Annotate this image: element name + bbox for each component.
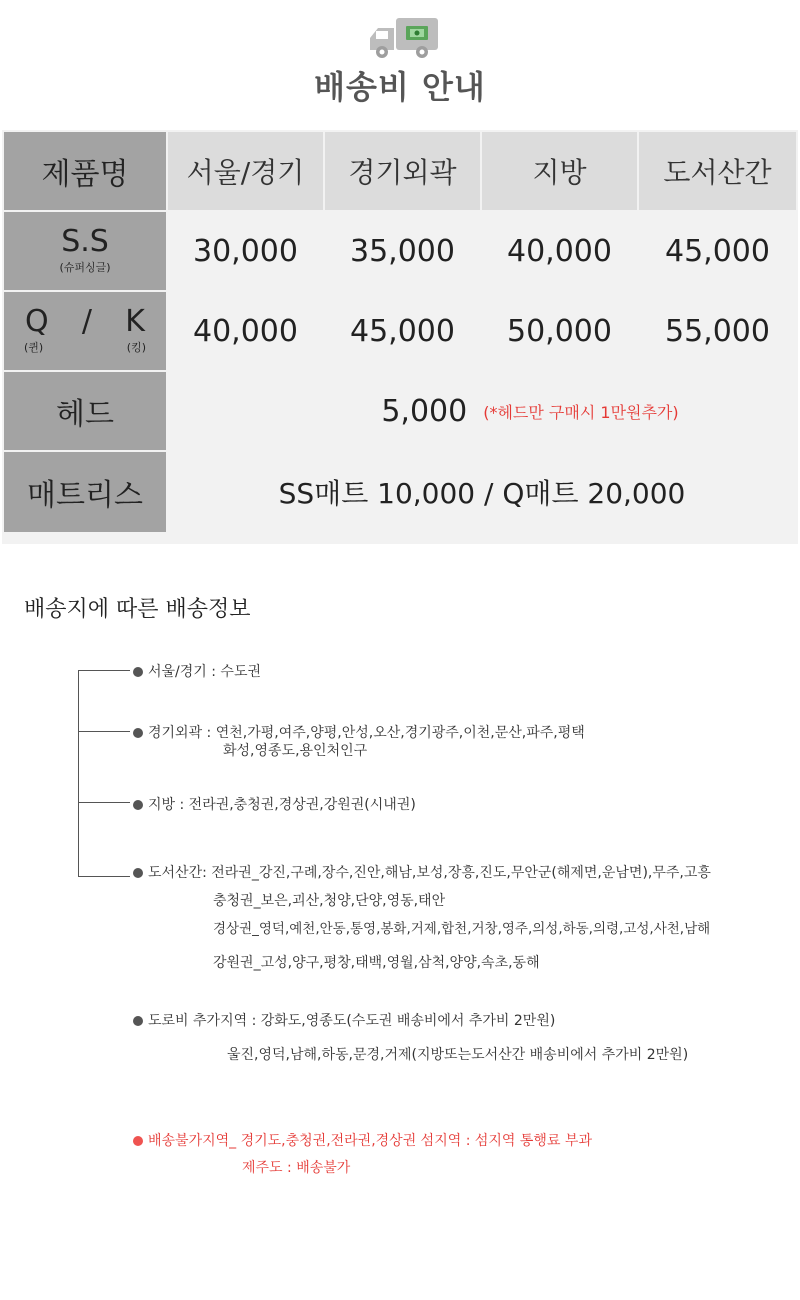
region-header-label: 서울/경기 [186,156,305,189]
row-head-qk [4,292,166,370]
info-local-text: 지방 : 전라권,충청권,경상권,강원권(시내권) [148,797,416,813]
price-cell [325,292,480,370]
shipping-fee-table [2,130,798,544]
info-island [133,862,711,882]
info-toll-line1: 도로비 추가지역 : 강화도,영종도(수도권 배송비에서 추가비 2만원) [148,1013,556,1029]
info-toll [133,1010,555,1030]
price-value: 40,000 [507,233,612,269]
info-island-line2: 충청권_보은,괴산,청양,단양,영동,태안 [213,893,446,909]
row-head-q: Q [25,304,49,339]
page-header [0,0,800,120]
info-unavailable [133,1130,592,1150]
tree-line [78,670,79,877]
price-value: 35,000 [350,233,455,269]
shipping-info-title: 배송지에 따른 배송정보 [24,597,251,622]
row-head-head [4,372,166,450]
price-value: 45,000 [665,233,770,269]
info-seoul-text: 서울/경기 : 수도권 [148,664,262,680]
row-head-head-label: 헤드 [56,397,114,432]
info-island-line4: 강원권_고성,양구,평창,태백,영월,삼척,양양,속초,동해 [213,955,540,971]
tree-branch [78,731,130,732]
region-header-label: 지방 [532,156,587,189]
product-name-header-label: 제품명 [41,157,129,192]
region-header-local [482,132,637,210]
info-island-line3: 경상권_영덕,예천,안동,통영,봉화,거제,합천,거창,영주,의성,하동,의령,고성,사천,남해 [213,921,711,937]
info-unavailable-line2: 제주도 : 배송불가 [242,1160,351,1176]
info-toll-line2: 울진,영덕,남해,하동,문경,거제(지방또는도서산간 배송비에서 추가비 2만원) [227,1047,689,1063]
page-title: 배송비 안내 [314,68,486,106]
price-value: 40,000 [193,313,298,349]
bullet-icon [133,1016,143,1026]
price-value: 50,000 [507,313,612,349]
head-price: 5,000 [381,393,468,429]
row-head-mattress-label: 매트리스 [27,478,143,513]
row-head-k-sub: (킹) [126,341,146,354]
region-header-label: 도서산간 [663,156,772,189]
tree-branch [78,670,130,671]
price-cell [482,212,637,290]
head-price-cell [168,372,796,450]
price-cell [168,212,323,290]
row-head-ss-sub: (슈퍼싱글) [59,261,111,274]
bullet-icon [133,800,143,810]
region-header-seoul [168,132,323,210]
info-seoul [133,661,261,681]
bullet-icon [133,868,143,878]
region-header-label: 경기외곽 [348,156,457,189]
row-head-q-sub: (퀸) [24,341,44,354]
region-header-outer [325,132,480,210]
product-name-header [4,132,166,210]
info-outer-line1: 경기외곽 : 연천,가평,여주,양평,안성,오산,경기광주,이천,문산,파주,평택 [148,725,585,741]
info-outer-line2: 화성,영종도,용인처인구 [223,743,368,759]
row-head-slash: / [81,304,93,339]
price-cell [639,292,796,370]
bullet-icon [133,1136,143,1146]
mattress-price: SS매트 10,000 / Q매트 20,000 [278,477,686,510]
region-header-island [639,132,796,210]
info-local [133,794,416,814]
bullet-icon [133,728,143,738]
info-unavailable-line1: 배송불가지역_ 경기도,충청권,전라권,경상권 섬지역 : 섬지역 통행료 부과 [148,1133,592,1149]
row-head-ss-name: S.S [61,224,109,259]
price-cell [168,292,323,370]
mattress-price-cell [168,452,796,532]
price-value: 55,000 [665,313,770,349]
price-cell [325,212,480,290]
head-price-note: (*헤드만 구매시 1만원추가) [483,402,679,422]
row-head-mattress [4,452,166,532]
bullet-icon [133,667,143,677]
tree-branch [78,802,130,803]
price-value: 45,000 [350,313,455,349]
info-island-line1: 도서산간: 전라권_강진,구례,장수,진안,해남,보성,장흥,진도,무안군(해제면,운남면),무주,고흥 [148,865,711,881]
price-cell [639,212,796,290]
row-head-k: K [125,304,145,339]
info-outer [133,722,585,742]
price-value: 30,000 [193,233,298,269]
tree-branch [78,876,130,877]
row-head-ss [4,212,166,290]
delivery-truck-icon [368,16,440,60]
price-cell [482,292,637,370]
